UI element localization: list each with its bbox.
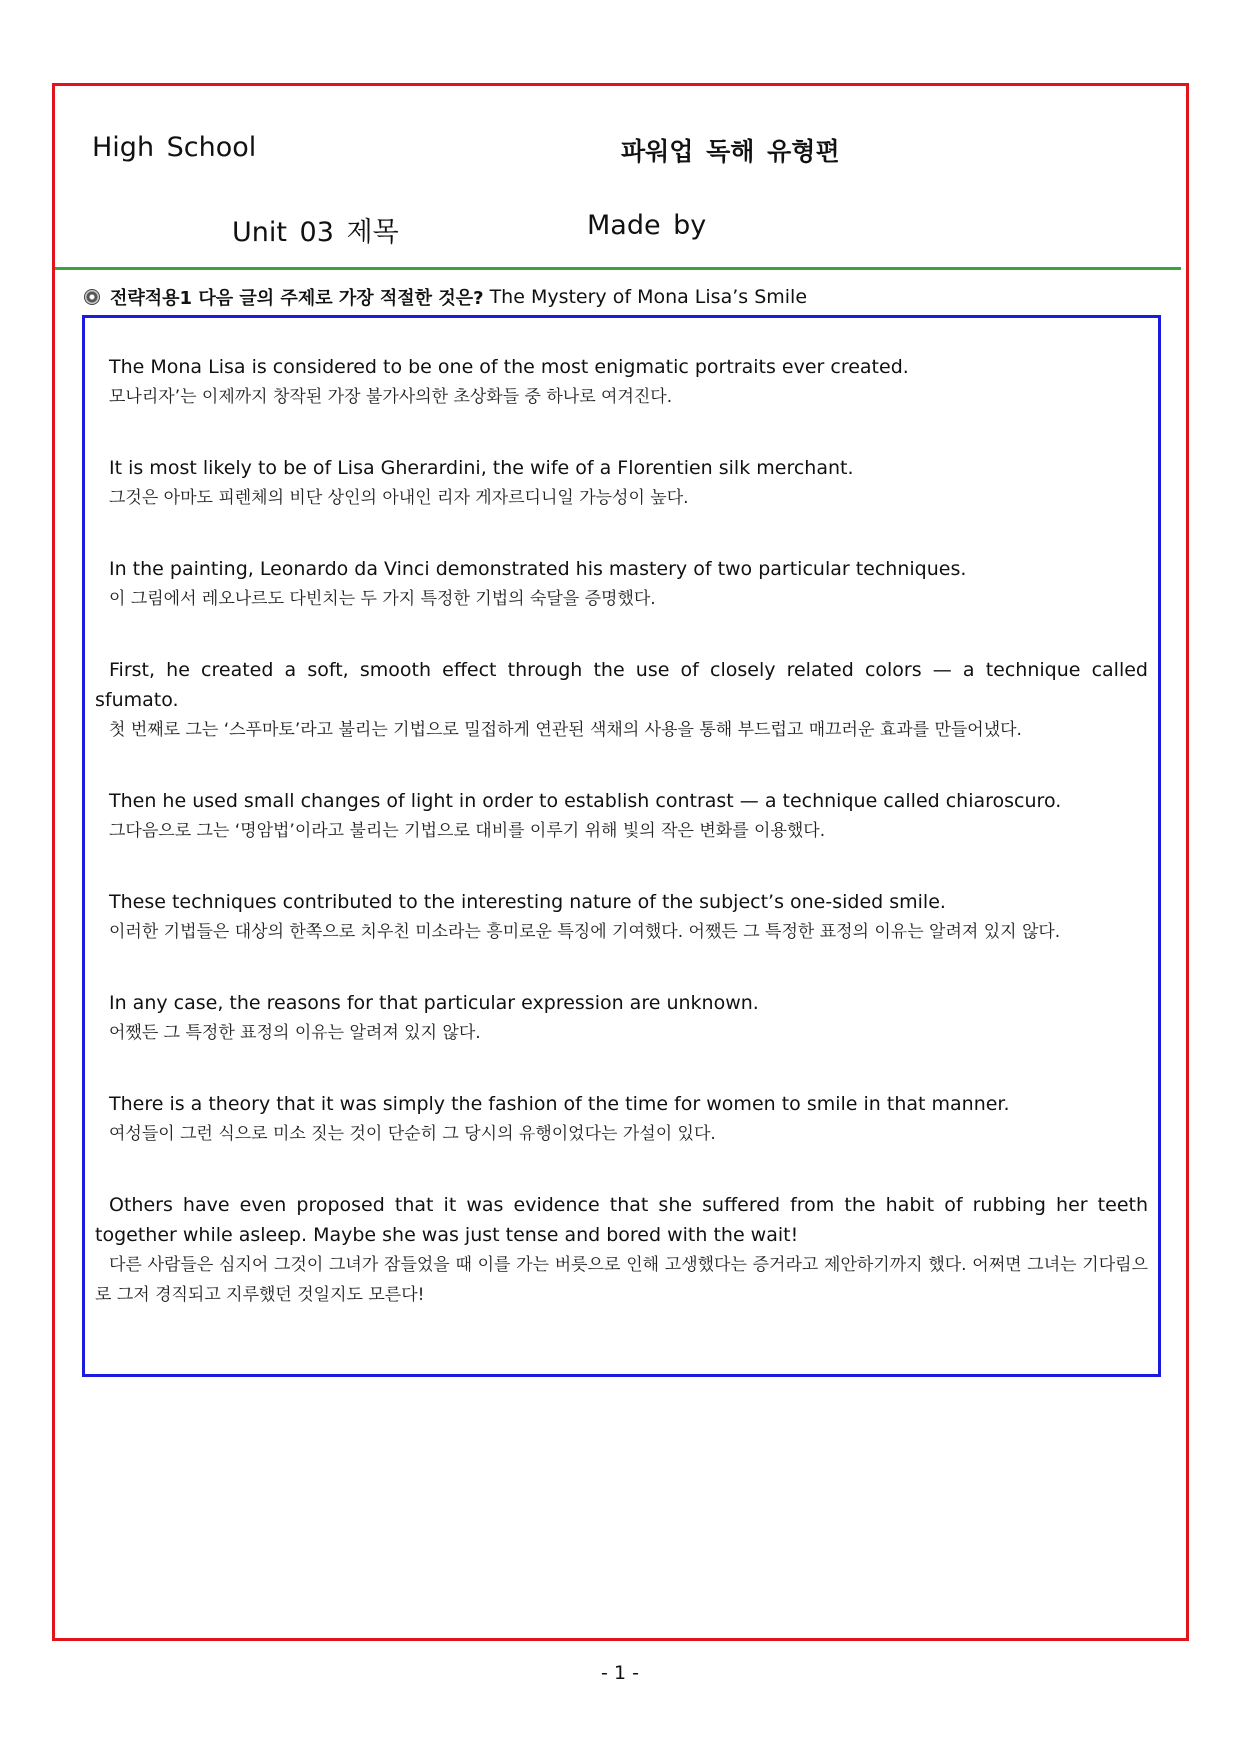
- korean-translation: 첫 번째로 그는 ‘스푸마토’라고 불리는 기법으로 밀접하게 연관된 색채의 사용을 통해 부드럽고 매끄러운 효과를 만들어냈다.: [109, 720, 1022, 740]
- korean-translation: 어쨌든 그 특정한 표정의 이유는 알려져 있지 않다.: [109, 1023, 481, 1043]
- sentence-pair: [95, 655, 1148, 745]
- english-sentence: In any case, the reasons for that particular expression are unknown.: [109, 992, 759, 1014]
- korean-translation: 모나리자’는 이제까지 창작된 가장 불가사의한 초상화들 중 하나로 여겨진다.: [109, 387, 673, 407]
- bullet-icon: [84, 289, 100, 305]
- korean-translation: 이러한 기법들은 대상의 한쪽으로 치우친 미소라는 흥미로운 특징에 기여했다. 어쨌든 그 특정한 표정의 이유는 알려져 있지 않다.: [109, 922, 1061, 942]
- korean-translation: 여성들이 그런 식으로 미소 짓는 것이 단순히 그 당시의 유행이었다는 가설이 있다.: [109, 1124, 716, 1144]
- question-instruction: 전략적용1 다음 글의 주제로 가장 적절한 것은?: [110, 288, 484, 309]
- english-sentence: The Mona Lisa is considered to be one of the most enigmatic portraits ever created.: [109, 356, 909, 378]
- korean-translation: 그것은 아마도 피렌체의 비단 상인의 아내인 리자 게자르디니일 가능성이 높다.: [109, 488, 689, 508]
- sentence-pair: [95, 352, 1148, 412]
- english-sentence: Others have even proposed that it was evidence that she suffered from the habit of rubbing her teeth together while asleep. Maybe she was just tense and bored with the wait!: [95, 1194, 1148, 1246]
- english-sentence: Then he used small changes of light in order to establish contrast — a technique called chiaroscuro.: [109, 790, 1062, 812]
- sentence-pair: [95, 1190, 1148, 1310]
- series-title: 파워업 독해 유형편: [621, 137, 840, 166]
- passage-box: [82, 315, 1161, 1377]
- sentence-pair: [95, 786, 1148, 846]
- korean-translation: 다른 사람들은 심지어 그것이 그녀가 잠들었을 때 이를 가는 버릇으로 인해 고생했다는 증거라고 제안하기까지 했다. 어쩌면 그녀는 기다림으로 그저 경직되고 지루했던 것일지도 모른다!: [95, 1255, 1148, 1305]
- sentence-pair: [95, 988, 1148, 1048]
- page-number: - 1 -: [601, 1662, 639, 1684]
- sentence-pair: [95, 453, 1148, 513]
- header-divider: [55, 267, 1181, 270]
- question-heading: [84, 284, 807, 310]
- english-sentence: There is a theory that it was simply the fashion of the time for women to smile in that manner.: [109, 1093, 1010, 1115]
- english-sentence: First, he created a soft, smooth effect through the use of closely related colors — a technique called sfumato.: [95, 659, 1148, 711]
- unit-title: Unit 03 제목: [232, 217, 399, 248]
- sentence-pair: [95, 1089, 1148, 1149]
- korean-translation: 그다음으로 그는 ‘명암법’이라고 불리는 기법으로 대비를 이루기 위해 빛의 작은 변화를 이용했다.: [109, 821, 826, 841]
- sentence-pair: [95, 554, 1148, 614]
- sentence-pair: [95, 887, 1148, 947]
- english-sentence: In the painting, Leonardo da Vinci demonstrated his mastery of two particular techniques.: [109, 558, 967, 580]
- school-level: High School: [92, 132, 257, 163]
- korean-translation: 이 그림에서 레오나르도 다빈치는 두 가지 특정한 기법의 숙달을 증명했다.: [109, 589, 656, 609]
- made-by-label: Made by: [587, 210, 707, 241]
- passage-title: The Mystery of Mona Lisa’s Smile: [489, 286, 808, 308]
- english-sentence: It is most likely to be of Lisa Gherardini, the wife of a Florentien silk merchant.: [109, 457, 854, 479]
- english-sentence: These techniques contributed to the interesting nature of the subject’s one-sided smile.: [109, 891, 946, 913]
